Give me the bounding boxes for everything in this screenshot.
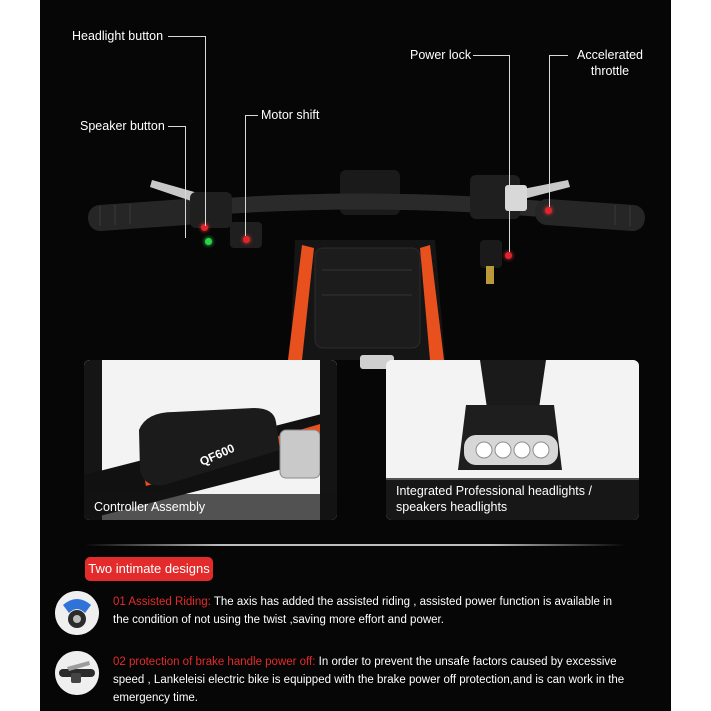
leader-power-h (473, 55, 509, 56)
callout-speaker-button: Speaker button (80, 119, 165, 133)
section-divider (85, 544, 625, 546)
handlebar-bag (315, 248, 420, 348)
section-heading: Two intimate designs (85, 557, 213, 581)
dark-panel (40, 0, 671, 711)
leader-motor-h (245, 115, 258, 116)
leader-throttle-v (549, 55, 550, 207)
leader-power-v (509, 55, 510, 252)
motor-shift-dot[interactable] (243, 236, 250, 243)
power-lock-dot[interactable] (505, 252, 512, 259)
headlight-inset (386, 360, 639, 520)
controller-inset (84, 360, 337, 520)
handlebar-illustration (40, 130, 671, 370)
callout-headlight-button: Headlight button (72, 29, 164, 43)
brake-lever-icon (55, 651, 99, 695)
leader-headlight-h (168, 36, 205, 37)
assist-wheel-icon (55, 591, 99, 635)
feature-2-lead: 02 protection of brake handle power off: (113, 656, 316, 668)
frame-text: QF600 (197, 441, 237, 469)
leader-speaker-h (168, 126, 185, 127)
feature-1-text: The axis has added the assisted riding , assisted power function is available in the condition of not using the twist ,saving more effort and power. (113, 596, 613, 626)
right-grip (534, 198, 646, 232)
key-lock (480, 240, 502, 268)
feature-brake-protection (113, 653, 643, 707)
leader-speaker-v (185, 126, 186, 238)
left-control-pod (190, 192, 232, 228)
callout-motor-shift: Motor shift (261, 108, 320, 122)
leader-headlight-v (205, 36, 206, 226)
leader-throttle-h (549, 55, 568, 56)
callout-power-lock: Power lock (410, 48, 472, 62)
left-grip (87, 198, 199, 232)
controller-caption: Controller Assembly (84, 494, 337, 520)
callout-accelerated-throttle: Accelerated throttle (576, 48, 643, 78)
headlight-caption: Integrated Professional headlights / speakers headlights (386, 478, 639, 520)
feature-2-text: In order to prevent the unsafe factors caused by excessive speed , Lankeleisi electric bike is equipped with the brake power off protection,and is can work in the emergency time. (113, 656, 625, 704)
key (486, 266, 494, 284)
feature-assisted-riding (113, 593, 613, 629)
throttle-dot[interactable] (545, 207, 552, 214)
speaker-button-dot[interactable] (205, 238, 212, 245)
motor-shift-pod (230, 222, 262, 248)
feature-1-lead: 01 Assisted Riding: (113, 596, 211, 608)
leader-motor-v (245, 115, 246, 236)
